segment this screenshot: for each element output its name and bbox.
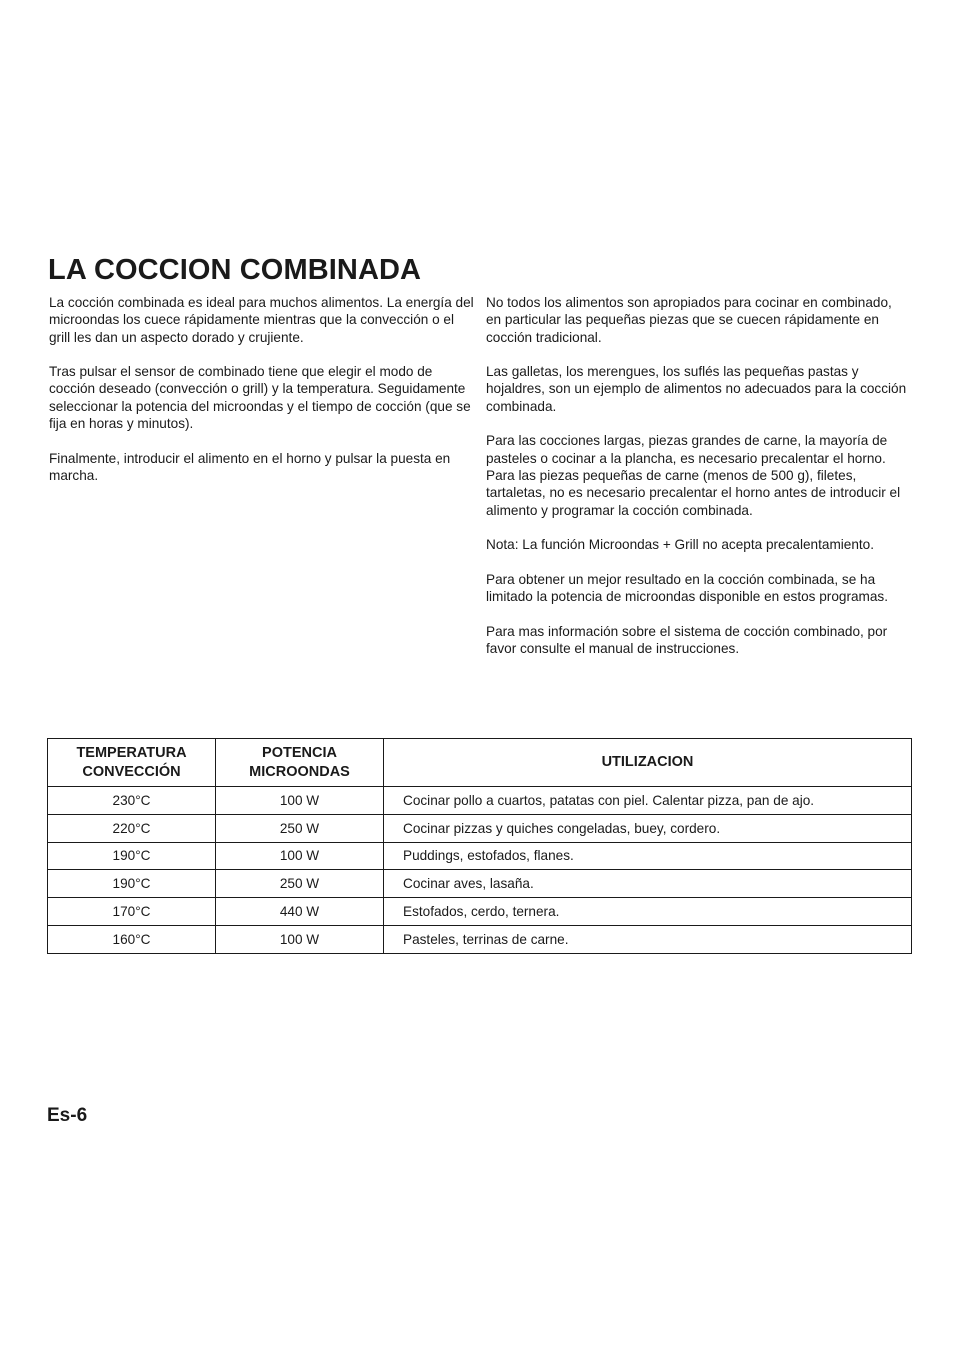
temperature-cell: 190°C [48,870,216,898]
table-row [48,842,912,870]
header-temperature-line1: TEMPERATURA [76,744,187,761]
header-use: UTILIZACION [384,739,912,787]
paragraph: Para mas información sobre el sistema de cocción combinado, por favor consulte el manual de instrucciones. [486,623,888,656]
header-power-line2: MICROONDAS [249,763,350,780]
header-power [216,739,384,787]
power-cell: 250 W [216,814,384,842]
table-row [48,870,912,898]
left-text-column [49,294,477,502]
paragraph: Las galletas, los merengues, los suflés las pequeñas pastas y hojaldres, son un ejemplo de alimentos no adecuados para la cocción combinada. [486,364,907,414]
table-row [48,898,912,926]
table-row [48,787,912,815]
use-cell: Cocinar pizzas y quiches congeladas, buey, cordero. [384,814,912,842]
power-cell: 440 W [216,898,384,926]
page-number: Es-6 [47,1105,88,1126]
paragraph: Para obtener un mejor resultado en la cocción combinada, se ha limitado la potencia de microondas disponible en estos programas. [486,571,888,605]
paragraph: La cocción combinada es ideal para muchos alimentos. La energía del microondas los cuece rápidamente mientras que la convección o el grill les dan un aspecto dorado y crujiente. [49,295,474,345]
power-cell: 100 W [216,842,384,870]
temperature-cell: 160°C [48,925,216,953]
power-cell: 250 W [216,870,384,898]
cooking-table [47,738,912,954]
use-cell: Puddings, estofados, flanes. [384,842,912,870]
cooking-table-container [47,738,912,954]
header-temperature [48,739,216,787]
temperature-cell: 220°C [48,814,216,842]
use-cell: Cocinar aves, lasaña. [384,870,912,898]
table-header-row [48,739,912,787]
temperature-cell: 190°C [48,842,216,870]
temperature-cell: 170°C [48,898,216,926]
note-paragraph: Nota: La función Microondas + Grill no acepta precalentamiento. [486,537,875,553]
paragraph: Finalmente, introducir el alimento en el horno y pulsar la puesta en marcha. [49,450,451,483]
header-temperature-line2: CONVECCIÓN [82,763,181,780]
temperature-cell: 230°C [48,787,216,815]
use-cell: Estofados, cerdo, ternera. [384,898,912,926]
page-title: LA COCCION COMBINADA [48,254,422,286]
table-row [48,925,912,953]
use-cell: Pasteles, terrinas de carne. [384,925,912,953]
right-text-column [486,294,908,675]
header-power-line1: POTENCIA [262,744,337,761]
power-cell: 100 W [216,787,384,815]
power-cell: 100 W [216,925,384,953]
use-cell: Cocinar pollo a cuartos, patatas con piel. Calentar pizza, pan de ajo. [384,787,912,815]
paragraph: Para las cocciones largas, piezas grandes de carne, la mayoría de pasteles o cocinar a la plancha, es necesario precalentar el horno. Para las piezas pequeñas de carne (menos de 500 g), filetes, tartaletas, no es necesario precalentar el horno antes de introducir el alimento y programar la cocción combinada. [486,433,901,518]
paragraph: Tras pulsar el sensor de combinado tiene que elegir el modo de cocción deseado (convección o grill) y la temperatura. Seguidamente seleccionar la potencia del microondas y el tiempo de cocción (que se fija en horas y minutos). [49,364,471,432]
paragraph: No todos los alimentos son apropiados para cocinar en combinado, en particular las pequeñas piezas que se cuecen rápidamente en cocción tradicional. [486,295,892,345]
table-row [48,814,912,842]
